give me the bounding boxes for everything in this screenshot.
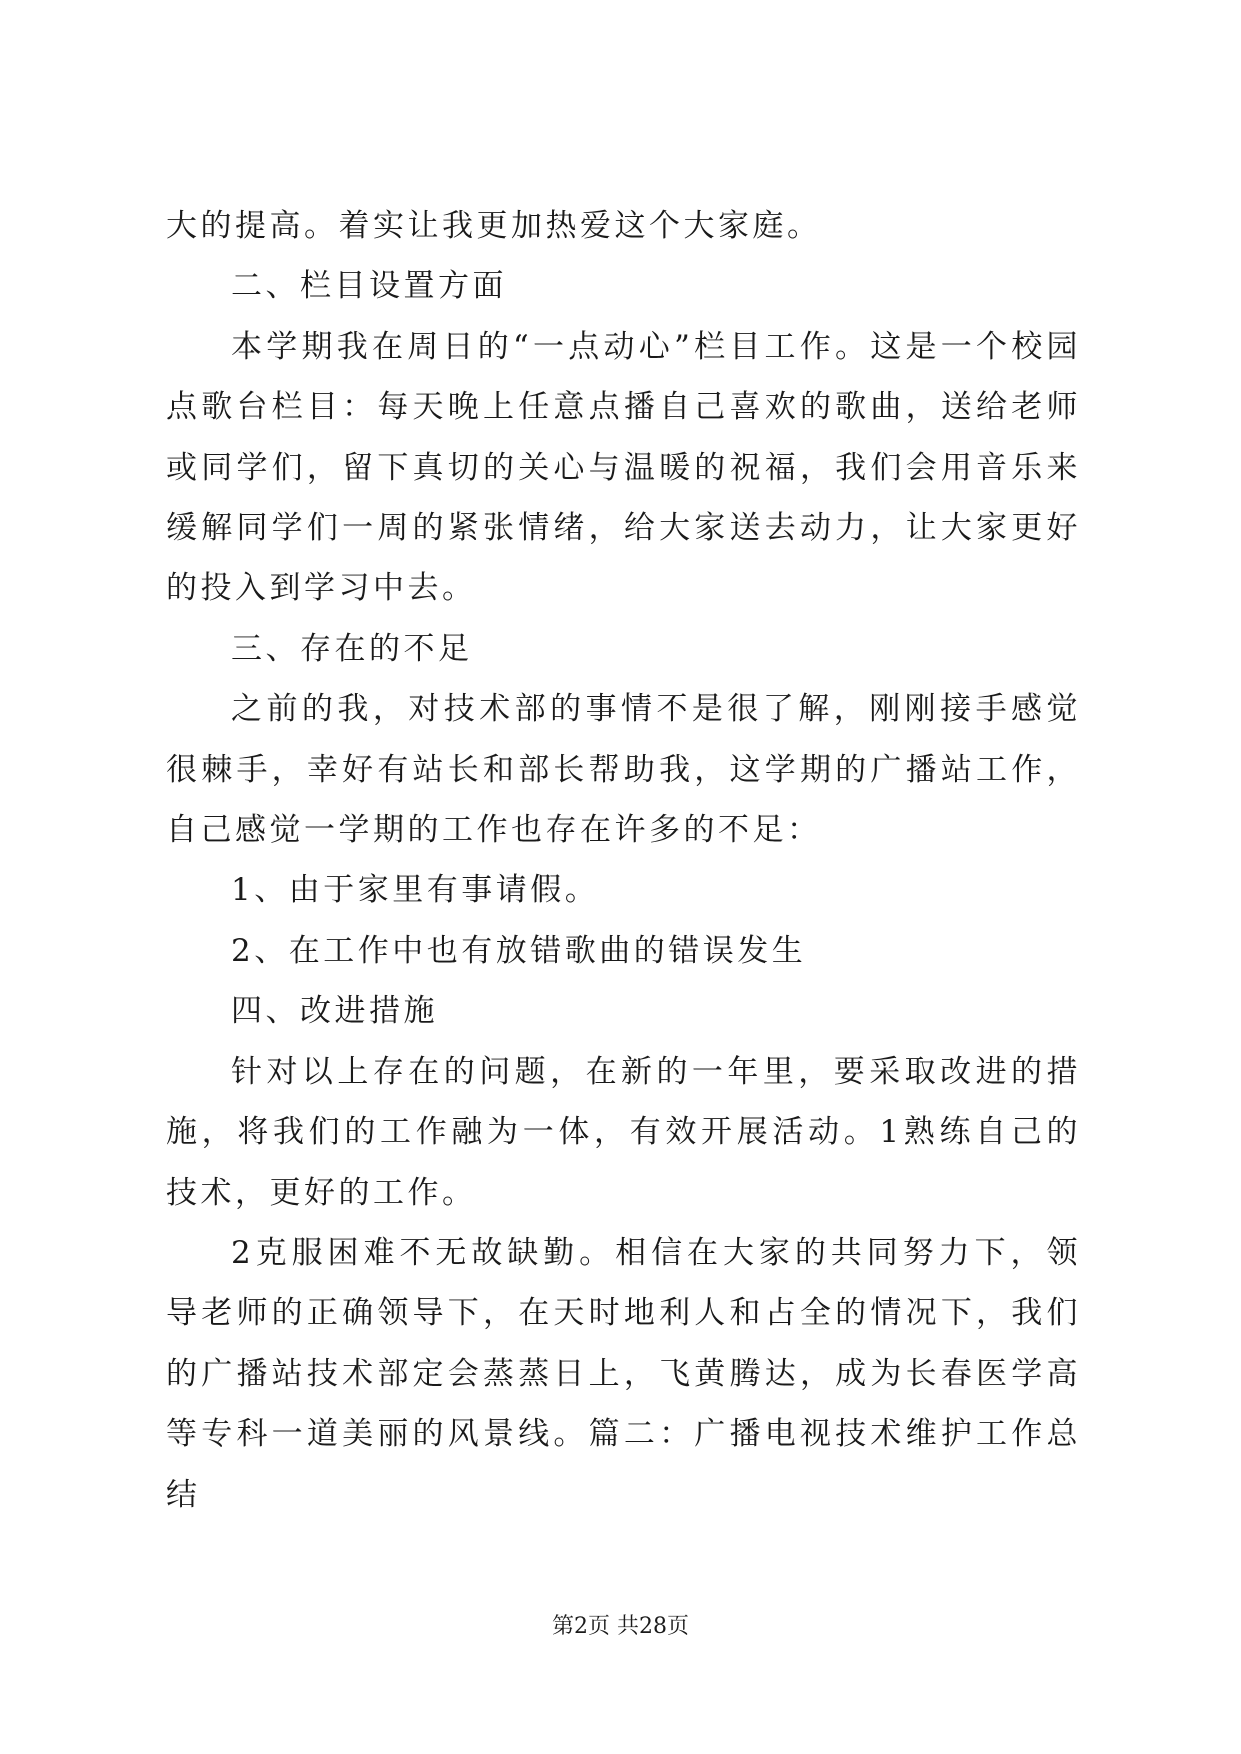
body-text bbox=[166, 196, 1081, 1525]
list-item: 2、在工作中也有放错歌曲的错误发生 bbox=[231, 932, 807, 969]
page-footer bbox=[0, 1612, 1241, 1642]
paragraph: 之前的我，对技术部的事情不是很了解，刚刚接手感觉很棘手，幸好有站长和部长帮助我，这学期的广播站工作，自己感觉一学期的工作也存在许多的不足： bbox=[166, 691, 1081, 849]
page-number: 第2页 共28页 bbox=[552, 1614, 689, 1639]
section-heading: 三、存在的不足 bbox=[231, 630, 473, 667]
paragraph: 大的提高。着实让我更加热爱这个大家庭。 bbox=[166, 208, 822, 244]
paragraph: 2克服困难不无故缺勤。相信在大家的共同努力下，领导老师的正确领导下，在天时地利人和占全的情况下，我们的广播站技术部定会蒸蒸日上，飞黄腾达，成为长春医学高等专科一道美丽的风景线。篇二：广播电视技术维护工作总结 bbox=[166, 1234, 1081, 1513]
section-heading: 四、改进措施 bbox=[231, 993, 438, 1030]
list-item: 1、由于家里有事请假。 bbox=[231, 872, 600, 909]
section-heading: 二、栏目设置方面 bbox=[231, 268, 507, 305]
paragraph: 针对以上存在的问题，在新的一年里，要采取改进的措施，将我们的工作融为一体，有效开展活动。1熟练自己的技术，更好的工作。 bbox=[166, 1053, 1081, 1211]
paragraph: 本学期我在周日的“一点动心”栏目工作。这是一个校园点歌台栏目：每天晚上任意点播自己喜欢的歌曲，送给老师或同学们，留下真切的关心与温暖的祝福，我们会用音乐来缓解同学们一周的紧张情绪，给大家送去动力，让大家更好的投入到学习中去。 bbox=[166, 328, 1081, 607]
